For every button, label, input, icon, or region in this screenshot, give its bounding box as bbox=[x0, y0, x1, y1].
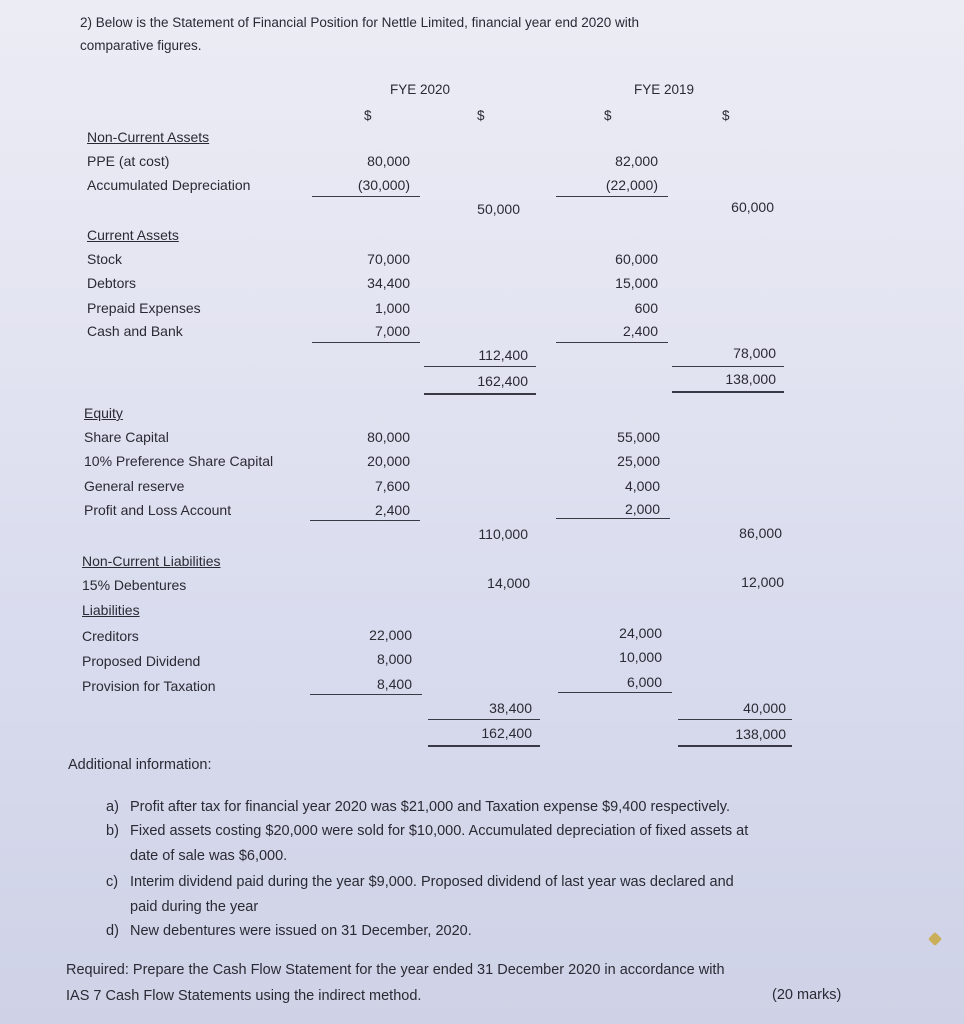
acc-dep-2020: (30,000) bbox=[357, 177, 410, 193]
item-d-marker: d) bbox=[106, 923, 119, 939]
stock-2020: 70,000 bbox=[367, 251, 410, 267]
ppe-2019: 82,000 bbox=[615, 153, 658, 169]
nca-heading: Non-Current Assets bbox=[87, 129, 210, 145]
currency-2019-total: $ bbox=[722, 108, 730, 123]
equity-total-2020: 110,000 bbox=[478, 526, 528, 542]
provision-tax-2020: 8,400 bbox=[376, 676, 412, 692]
equity-liab-grand-total-2019: 138,000 bbox=[735, 726, 786, 742]
debtors-2019: 15,000 bbox=[615, 275, 658, 291]
header-fye-2020: FYE 2020 bbox=[390, 82, 451, 97]
assets-grand-total-2019: 138,000 bbox=[725, 371, 776, 387]
acc-dep-2019: (22,000) bbox=[605, 177, 658, 193]
page-mark-decoration bbox=[928, 932, 942, 946]
required-line-2: IAS 7 Cash Flow Statements using the indirect method. bbox=[66, 988, 422, 1004]
header-fye-2019: FYE 2019 bbox=[634, 82, 695, 97]
stock-label: Stock bbox=[87, 251, 123, 267]
double-rule-assets-2019 bbox=[672, 391, 784, 393]
cash-2020: 7,000 bbox=[374, 323, 410, 339]
nca-total-2020: 50,000 bbox=[477, 201, 520, 217]
item-c-text-line-2: paid during the year bbox=[130, 899, 259, 915]
debentures-2019: 12,000 bbox=[741, 574, 784, 590]
creditors-label: Creditors bbox=[82, 628, 139, 644]
prepaid-2019: 600 bbox=[634, 300, 658, 316]
pref-capital-2019: 25,000 bbox=[617, 453, 660, 469]
equity-heading: Equity bbox=[84, 405, 123, 421]
profit-loss-label: Profit and Loss Account bbox=[84, 502, 232, 518]
additional-info-heading: Additional information: bbox=[68, 757, 212, 773]
assets-grand-total-2020: 162,400 bbox=[477, 373, 528, 389]
liab-total-2020: 38,400 bbox=[489, 700, 532, 716]
item-c-text-line-1: Interim dividend paid during the year $9,000. Proposed dividend of last year was declared and bbox=[130, 874, 734, 890]
item-c-marker: c) bbox=[106, 874, 119, 890]
liab-total-2019: 40,000 bbox=[743, 700, 786, 716]
item-b-text-line-1: Fixed assets costing $20,000 were sold for $10,000. Accumulated depreciation of fixed assets at bbox=[130, 823, 749, 839]
equity-liab-grand-total-2020: 162,400 bbox=[481, 725, 532, 741]
ppe-label: PPE (at cost) bbox=[87, 153, 170, 169]
item-b-text-line-2: date of sale was $6,000. bbox=[130, 848, 288, 864]
double-rule-assets-2020 bbox=[424, 393, 536, 395]
debentures-2020: 14,000 bbox=[487, 575, 530, 591]
rule-ca-2019 bbox=[556, 342, 668, 343]
intro-line-2: comparative figures. bbox=[80, 38, 202, 53]
equity-total-2019: 86,000 bbox=[739, 525, 782, 541]
proposed-dividend-label: Proposed Dividend bbox=[82, 653, 201, 669]
rule-assets-2019 bbox=[672, 366, 784, 367]
acc-dep-label: Accumulated Depreciation bbox=[87, 177, 251, 193]
currency-2020-detail: $ bbox=[364, 108, 372, 123]
general-reserve-2020: 7,600 bbox=[374, 478, 410, 494]
share-capital-2019: 55,000 bbox=[617, 429, 660, 445]
liabilities-heading: Liabilities bbox=[82, 602, 140, 618]
prepaid-label: Prepaid Expenses bbox=[87, 300, 201, 316]
required-line-1: Required: Prepare the Cash Flow Statement for the year ended 31 December 2020 in accordance with bbox=[66, 962, 725, 978]
share-capital-2020: 80,000 bbox=[367, 429, 410, 445]
rule-equity-2020 bbox=[310, 520, 420, 521]
debtors-label: Debtors bbox=[87, 275, 137, 291]
rule-assets-2020 bbox=[424, 366, 536, 367]
ca-heading: Current Assets bbox=[87, 227, 179, 243]
rule-equity-liab-2020 bbox=[428, 719, 540, 720]
ppe-2020: 80,000 bbox=[367, 153, 410, 169]
cash-label: Cash and Bank bbox=[87, 323, 183, 339]
ca-total-2019: 78,000 bbox=[733, 345, 776, 361]
item-a-text: Profit after tax for financial year 2020 was $21,000 and Taxation expense $9,400 respectively. bbox=[130, 799, 730, 815]
provision-tax-label: Provision for Taxation bbox=[82, 678, 216, 694]
pref-capital-2020: 20,000 bbox=[367, 453, 410, 469]
marks-label: (20 marks) bbox=[772, 987, 842, 1003]
proposed-dividend-2019: 10,000 bbox=[619, 649, 662, 665]
provision-tax-2019: 6,000 bbox=[626, 674, 662, 690]
rule-nca-2019 bbox=[556, 196, 668, 197]
item-d-text: New debentures were issued on 31 December, 2020. bbox=[130, 923, 472, 939]
rule-liab-2020 bbox=[310, 694, 422, 695]
item-b-marker: b) bbox=[106, 823, 119, 839]
proposed-dividend-2020: 8,000 bbox=[376, 651, 412, 667]
ncl-heading: Non-Current Liabilities bbox=[82, 553, 221, 569]
currency-2019-detail: $ bbox=[604, 108, 612, 123]
stock-2019: 60,000 bbox=[615, 251, 658, 267]
item-a-marker: a) bbox=[106, 799, 119, 815]
general-reserve-label: General reserve bbox=[84, 478, 185, 494]
debtors-2020: 34,400 bbox=[367, 275, 410, 291]
share-capital-label: Share Capital bbox=[84, 429, 169, 445]
debentures-label: 15% Debentures bbox=[82, 577, 187, 593]
ca-total-2020: 112,400 bbox=[478, 347, 528, 363]
nca-total-2019: 60,000 bbox=[731, 199, 774, 215]
creditors-2019: 24,000 bbox=[619, 625, 662, 641]
general-reserve-2019: 4,000 bbox=[624, 478, 660, 494]
rule-equity-liab-2019 bbox=[678, 719, 792, 720]
currency-2020-total: $ bbox=[477, 108, 485, 123]
rule-ca-2020 bbox=[312, 342, 420, 343]
intro-line-1: 2) Below is the Statement of Financial Position for Nettle Limited, financial year end 2020 with bbox=[80, 15, 640, 30]
prepaid-2020: 1,000 bbox=[374, 300, 410, 316]
rule-nca-2020 bbox=[312, 196, 420, 197]
rule-equity-2019 bbox=[556, 518, 670, 519]
profit-loss-2020: 2,400 bbox=[374, 502, 410, 518]
double-rule-equity-liab-2020 bbox=[428, 745, 540, 747]
creditors-2020: 22,000 bbox=[369, 627, 412, 643]
rule-liab-2019 bbox=[558, 692, 672, 693]
profit-loss-2019: 2,000 bbox=[624, 501, 660, 517]
double-rule-equity-liab-2019 bbox=[678, 745, 792, 747]
cash-2019: 2,400 bbox=[622, 323, 658, 339]
pref-capital-label: 10% Preference Share Capital bbox=[84, 453, 274, 469]
